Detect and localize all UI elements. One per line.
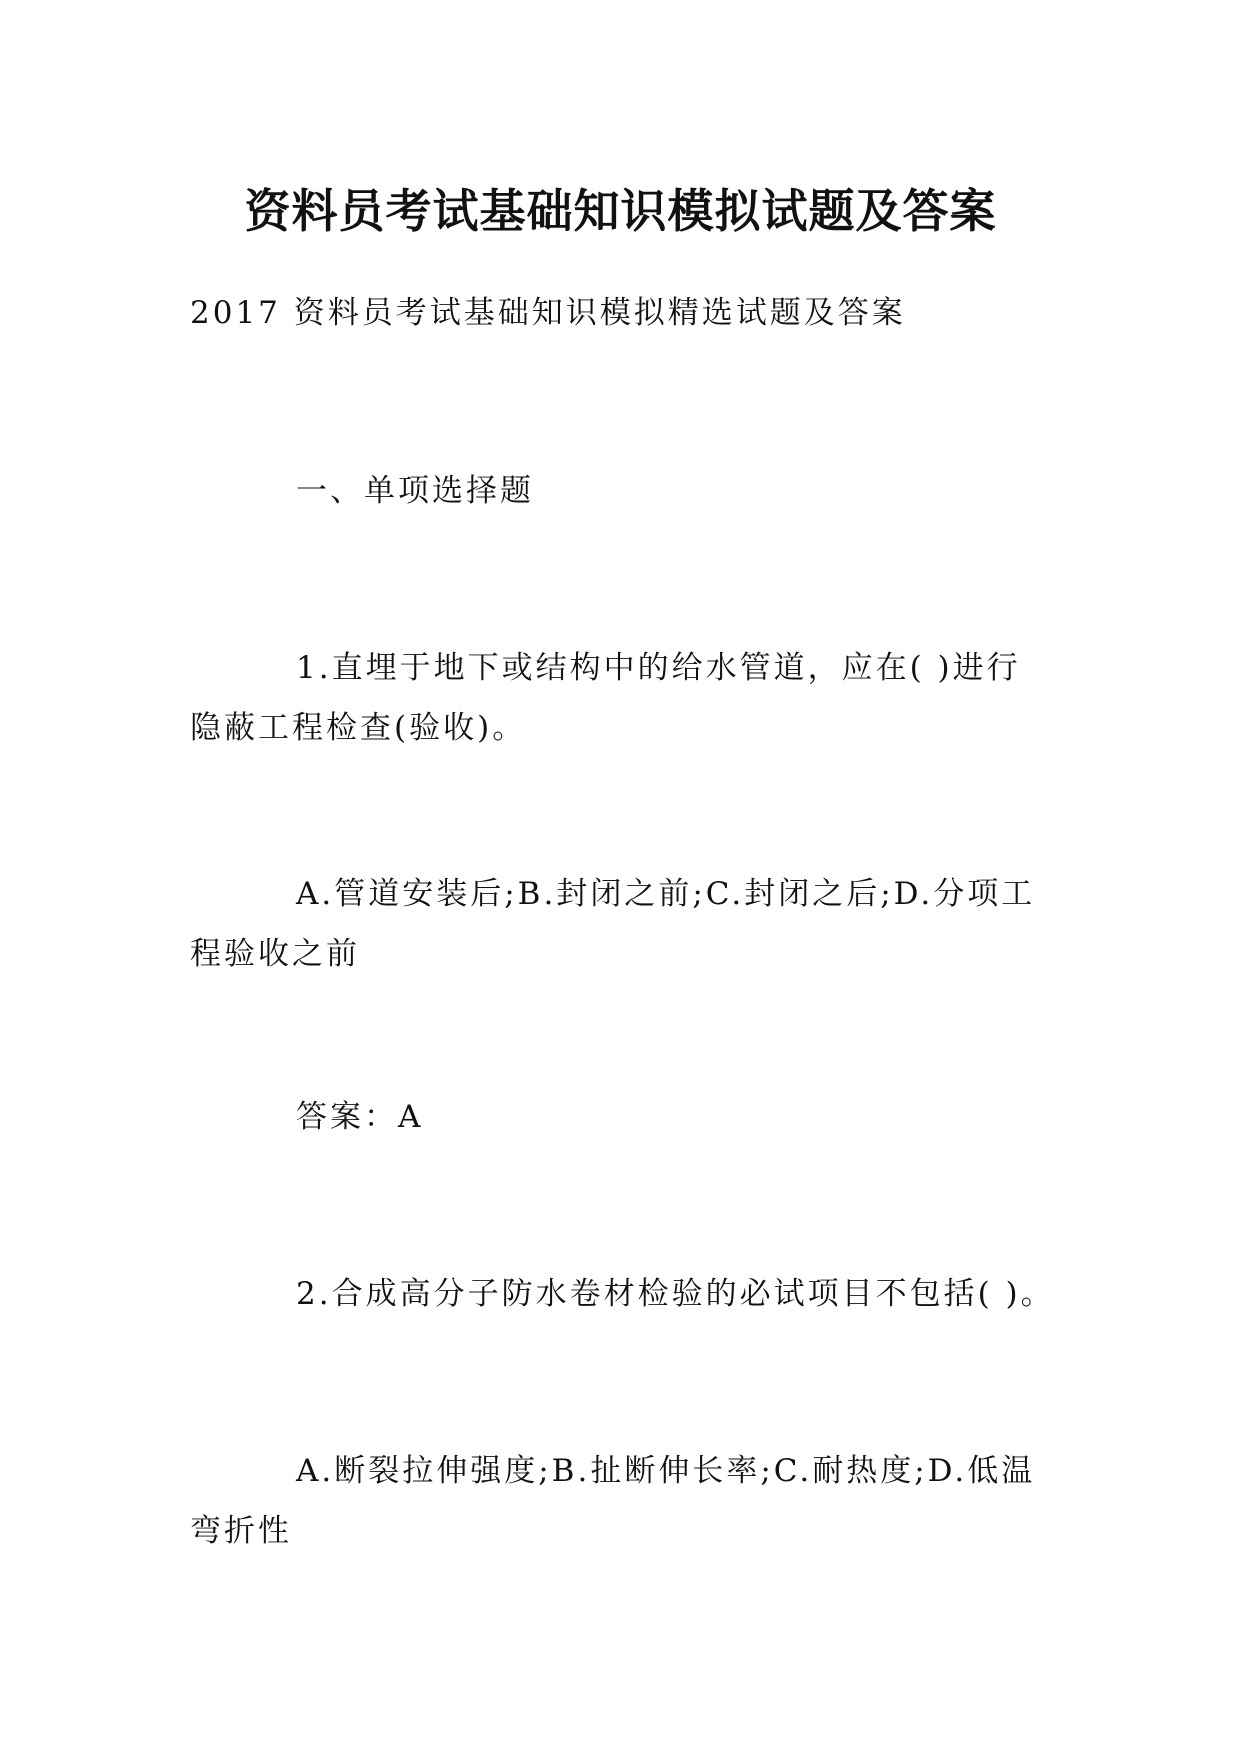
- document-subtitle: 2017 资料员考试基础知识模拟精选试题及答案: [190, 295, 906, 331]
- section-heading: 一、单项选择题: [296, 473, 534, 509]
- question-1-options: A.管道安装后;B.封闭之前;C.封闭之后;D.分项工程验收之前: [190, 876, 1036, 972]
- question-1-text: 1.直埋于地下或结构中的给水管道，应在( )进行隐蔽工程检查(验收)。: [190, 650, 1021, 746]
- question-1-answer: 答案：A: [296, 1099, 424, 1135]
- document-title: 资料员考试基础知识模拟试题及答案: [244, 183, 997, 238]
- question-2-options: A.断裂拉伸强度;B.扯断伸长率;C.耐热度;D.低温弯折性: [190, 1453, 1036, 1549]
- question-2-text: 2.合成高分子防水卷材检验的必试项目不包括( )。: [296, 1276, 1055, 1312]
